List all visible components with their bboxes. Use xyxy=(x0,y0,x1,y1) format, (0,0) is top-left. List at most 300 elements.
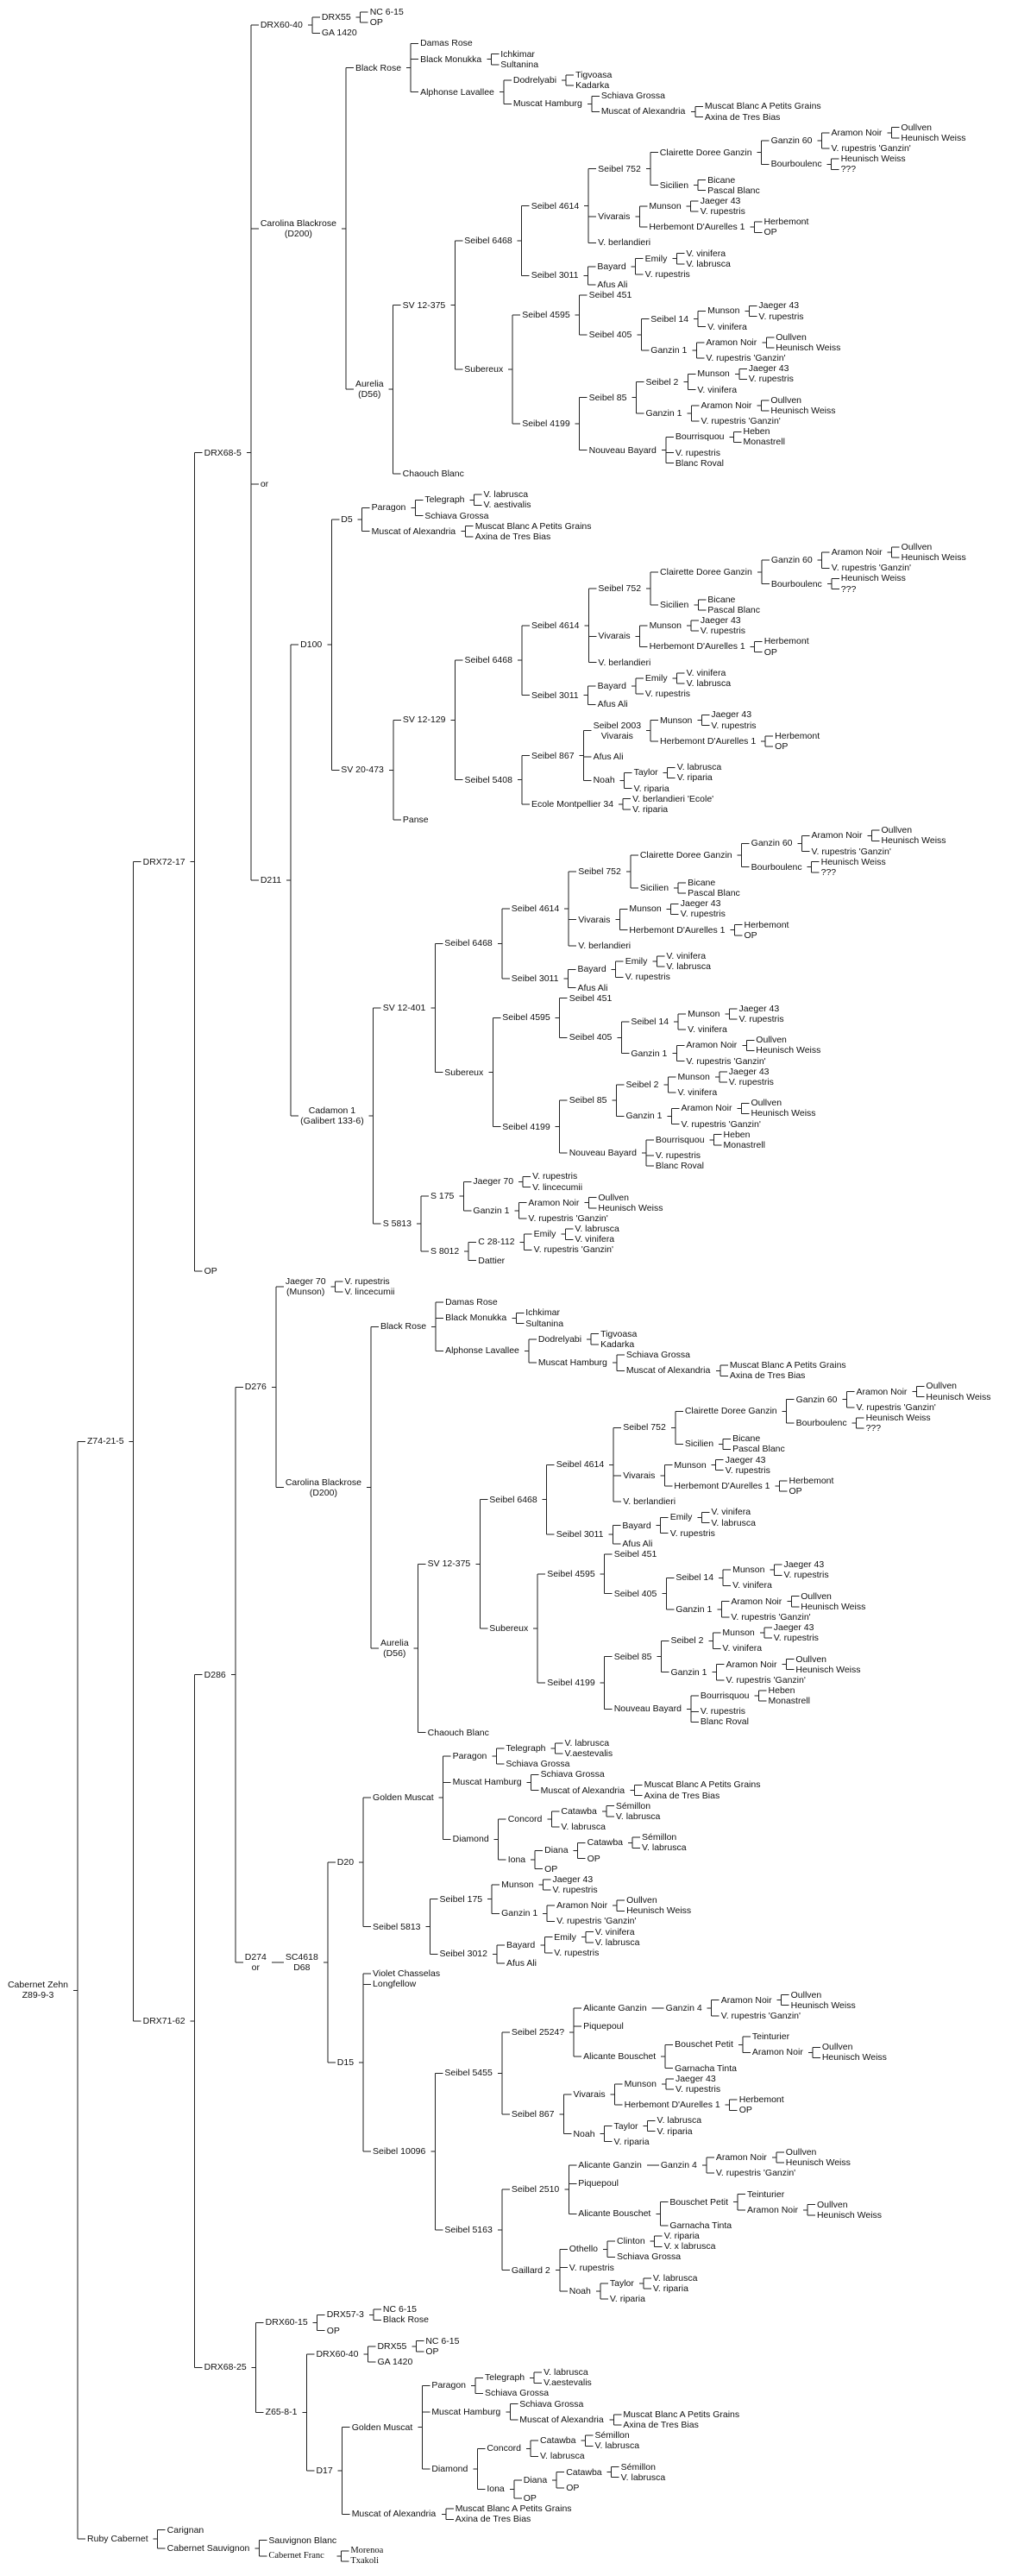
tree-node-label: Oullven xyxy=(776,331,807,343)
tree-node-label: Seibel 4614 xyxy=(531,620,580,631)
tree-node-label: Ganzin 1 xyxy=(473,1205,510,1216)
tree-node-label: V.aestevalis xyxy=(544,2378,592,2389)
tree-node-label: V. rupestris xyxy=(711,720,757,731)
tree-node-label: OP xyxy=(425,2346,439,2357)
tree-node-label: Paragon xyxy=(431,2380,467,2391)
tree-node-label: Chaouch Blanc xyxy=(427,1727,489,1738)
tree-node-label: ??? xyxy=(840,164,857,175)
tree-node-label: Othello xyxy=(569,2244,599,2255)
tree-node-label: Jaeger 43 xyxy=(728,1066,770,1077)
tree-node-label: Herbemont D'Aurelles 1 xyxy=(674,1480,770,1491)
tree-node-label: Oullven xyxy=(821,2042,853,2053)
tree-node-label: Sémillon xyxy=(615,1800,651,1811)
tree-node-label: Ganzin 60 xyxy=(770,135,813,146)
tree-node-label: Concord xyxy=(507,1813,543,1824)
tree-node-label: D276 xyxy=(244,1382,267,1393)
tree-node-label: Bourrisquou xyxy=(655,1134,705,1145)
tree-node-label: SV 12-375 xyxy=(402,299,446,311)
tree-node-label: Heunisch Weiss xyxy=(816,2209,883,2220)
tree-node-label: Ganzin 1 xyxy=(631,1048,668,1059)
tree-node-label: Jaeger 70 xyxy=(473,1176,514,1187)
tree-node-label: Afus Ali xyxy=(593,752,624,763)
tree-node-label: Alicante Bouschet xyxy=(583,2050,657,2062)
tree-node-label: V.aestevalis xyxy=(564,1748,613,1759)
tree-node-label: Chaouch Blanc xyxy=(402,468,464,479)
tree-node-label: Seibel 4614 xyxy=(511,903,560,914)
tree-node-label: Jaeger 43 xyxy=(675,2073,716,2084)
tree-node-label: Sultanina xyxy=(525,1318,564,1329)
tree-node-label: OP xyxy=(775,740,789,752)
tree-node-label: Sauvignon Blanc xyxy=(268,2535,337,2546)
tree-node-label: V. vinifera xyxy=(722,1643,763,1654)
tree-node-label: Seibel 3011 xyxy=(511,973,559,984)
tree-node-label: Seibel 2003 Vivarais xyxy=(593,720,642,741)
tree-node-label: Herbemont D'Aurelles 1 xyxy=(649,641,745,652)
tree-node-label: Afus Ali xyxy=(577,982,608,993)
tree-node-label: Schiava Grossa xyxy=(519,2398,584,2409)
tree-node-label: Subereux xyxy=(464,364,504,375)
tree-node-label: Bourboulenc xyxy=(770,159,822,170)
tree-node-label: Herbemont xyxy=(738,2094,784,2106)
tree-node-label: Axina de Tres Bias xyxy=(704,111,781,123)
tree-node-label: V. rupestris xyxy=(625,972,670,983)
tree-node-label: Schiava Grossa xyxy=(485,2388,550,2399)
tree-node-label: Damas Rose xyxy=(420,38,473,49)
tree-node-label: V. rupestris 'Ganzin' xyxy=(831,143,911,154)
tree-node-label: V. labrusca xyxy=(544,2367,588,2378)
tree-node-label: Nouveau Bayard xyxy=(613,1704,682,1715)
tree-node-label: Ganzin 1 xyxy=(670,1666,707,1678)
tree-node-label: Blanc Roval xyxy=(700,1716,749,1728)
tree-node-label: Pascal Blanc xyxy=(707,185,760,196)
tree-node-label: V. labrusca xyxy=(686,678,732,689)
tree-node-label: Herbemont xyxy=(789,1475,834,1486)
tree-node-label: V. labrusca xyxy=(676,762,722,773)
tree-node-label: V. labrusca xyxy=(483,489,529,501)
tree-node-label: Axina de Tres Bias xyxy=(623,2419,699,2430)
tree-node-label: V. vinifera xyxy=(732,1580,772,1591)
tree-node-label: SV 20-473 xyxy=(341,765,384,776)
tree-node-label: V. labrusca xyxy=(666,961,711,973)
tree-node-label: Heben xyxy=(743,426,770,438)
tree-node-label: V. rupestris xyxy=(552,1884,598,1895)
tree-node-label: DRX60-40 xyxy=(316,2348,359,2359)
tree-node-label: Schiava Grossa xyxy=(600,91,665,102)
tree-node-label: D15 xyxy=(336,2057,355,2069)
tree-node-label: Emily xyxy=(554,1931,576,1943)
tree-node-label: Aramon Noir xyxy=(831,127,883,138)
tree-node-label: S 175 xyxy=(430,1191,455,1202)
tree-node-label: DRX55 xyxy=(321,12,351,23)
tree-node-label: Heunisch Weiss xyxy=(751,1108,816,1119)
tree-node-label: V. vinifera xyxy=(575,1234,615,1245)
tree-node-label: Muscat Hamburg xyxy=(537,1357,607,1369)
tree-node-label: Seibel 451 xyxy=(588,290,632,301)
tree-node-label: V. rupestris 'Ganzin' xyxy=(556,1916,637,1927)
tree-node-label: Munson xyxy=(649,200,682,211)
tree-node-label: Seibel 2 xyxy=(645,376,679,387)
tree-node-label: D286 xyxy=(204,1669,226,1680)
tree-node-label: Muscat Blanc A Petits Grains xyxy=(704,101,821,112)
tree-node-label: Seibel 6468 xyxy=(464,235,512,246)
tree-node-label: Muscat Blanc A Petits Grains xyxy=(729,1360,846,1371)
tree-node-label: Piquepoul xyxy=(578,2178,619,2189)
tree-node-label: DRX68-25 xyxy=(204,2362,247,2373)
tree-node-label: Emily xyxy=(625,956,648,967)
tree-node-label: Muscat Blanc A Petits Grains xyxy=(623,2409,740,2420)
tree-node-label: Emily xyxy=(669,1512,693,1523)
tree-node-label: Muscat of Alexandria xyxy=(371,526,456,537)
tree-node-label: Heunisch Weiss xyxy=(926,1391,991,1402)
tree-node-label: Cabernet Zehn Z89-9-3 xyxy=(7,1980,69,2001)
tree-node-label: Alicante Ganzin xyxy=(583,2002,647,2013)
tree-node-label: DRX60-40 xyxy=(260,20,303,31)
tree-node-label: Telegraph xyxy=(506,1742,546,1754)
tree-node-label: Heunisch Weiss xyxy=(801,1601,866,1612)
tree-node-label: Oullven xyxy=(881,825,913,836)
tree-node-label: Subereux xyxy=(444,1067,484,1078)
tree-node-label: Vivarais xyxy=(598,211,631,223)
tree-node-label: ??? xyxy=(820,866,837,878)
tree-node-label: Sicilien xyxy=(639,883,669,894)
tree-node-label: Seibel 405 xyxy=(588,329,632,340)
tree-node-label: Bayard xyxy=(577,964,606,975)
tree-node-label: Heunisch Weiss xyxy=(881,835,946,847)
tree-node-label: Garnacha Tinta xyxy=(669,2220,732,2231)
tree-node-label: Cabernet Franc xyxy=(268,2550,324,2560)
tree-node-label: V. rupestris xyxy=(675,447,721,458)
tree-node-label: V. rupestris xyxy=(675,2083,721,2094)
tree-node-label: Bourboulenc xyxy=(751,861,802,872)
tree-node-label: Emily xyxy=(533,1229,556,1240)
tree-node-label: Heunisch Weiss xyxy=(901,132,966,143)
tree-node-label: Subereux xyxy=(489,1622,529,1634)
tree-node-label: or xyxy=(260,479,269,490)
tree-node-label: Heunisch Weiss xyxy=(901,552,966,564)
tree-node-label: Bourboulenc xyxy=(770,578,822,589)
tree-node-label: V. rupestris 'Ganzin' xyxy=(686,1055,766,1067)
tree-node-label: OP xyxy=(369,17,383,28)
tree-node-label: D17 xyxy=(316,2465,333,2476)
tree-node-label: Emily xyxy=(644,253,668,264)
tree-node-label: Gaillard 2 xyxy=(511,2264,550,2276)
tree-node-label: Afus Ali xyxy=(622,1538,653,1549)
tree-node-label: Schiava Grossa xyxy=(540,1769,605,1780)
tree-node-label: V. rupestris 'Ganzin' xyxy=(715,2168,796,2179)
tree-node-label: DRX68-5 xyxy=(204,447,242,458)
tree-node-label: Bayard xyxy=(597,681,626,692)
tree-node-label: Jaeger 43 xyxy=(711,709,752,721)
tree-node-label: Munson xyxy=(660,715,693,726)
tree-node-label: Seibel 752 xyxy=(598,583,642,594)
tree-node-label: NC 6-15 xyxy=(425,2335,460,2346)
tree-node-label: V. riparia xyxy=(633,783,669,794)
tree-node-label: Cabernet Sauvignon xyxy=(167,2542,250,2554)
tree-node-label: Seibel 3011 xyxy=(531,690,579,701)
tree-node-label: Heunisch Weiss xyxy=(795,1664,861,1675)
tree-node-label: Seibel 4614 xyxy=(556,1459,605,1471)
tree-node-label: Bourboulenc xyxy=(795,1418,847,1429)
tree-node-label: Seibel 6468 xyxy=(444,938,493,949)
tree-node-label: Seibel 5408 xyxy=(464,774,512,785)
tree-node-label: V. labrusca xyxy=(594,1937,640,1948)
tree-node-label: V. labrusca xyxy=(657,2115,702,2126)
tree-node-label: V. vinifera xyxy=(677,1087,718,1099)
tree-node-label: Blanc Roval xyxy=(675,457,724,469)
tree-node-label: Oullven xyxy=(901,122,933,133)
tree-node-label: Seibel 14 xyxy=(650,313,689,324)
tree-node-label: Teinturier xyxy=(751,2031,790,2043)
tree-node-label: Munson xyxy=(732,1565,765,1576)
tree-node-label: Ichkimar xyxy=(500,48,535,60)
tree-node-label: OP xyxy=(789,1486,802,1497)
tree-node-label: Catawba xyxy=(561,1805,597,1817)
tree-node-label: Vivarais xyxy=(573,2089,606,2100)
tree-node-label: Seibel 4595 xyxy=(502,1012,550,1023)
tree-node-label: Monastrell xyxy=(723,1139,765,1150)
tree-node-label: V. riparia xyxy=(676,772,713,784)
tree-node-label: V. berlandieri 'Ecole' xyxy=(632,793,714,804)
tree-node-label: Jaeger 43 xyxy=(680,898,721,910)
tree-node-label: Pascal Blanc xyxy=(688,888,740,899)
tree-node-label: Seibel 175 xyxy=(439,1893,483,1905)
tree-node-label: Axina de Tres Bias xyxy=(474,531,551,542)
tree-node-label: Seibel 451 xyxy=(613,1548,657,1559)
tree-node-label: Pascal Blanc xyxy=(732,1444,785,1455)
tree-node-label: ??? xyxy=(865,1423,882,1434)
tree-node-label: NC 6-15 xyxy=(382,2304,417,2315)
tree-node-label: Alphonse Lavallee xyxy=(420,86,494,98)
tree-node-label: Sicilien xyxy=(659,180,689,191)
tree-node-label: Jaeger 43 xyxy=(552,1874,594,1885)
tree-node-label: V. rupestris xyxy=(700,626,746,637)
tree-node-label: Muscat of Alexandria xyxy=(600,106,686,117)
tree-node-label: Seibel 405 xyxy=(613,1588,657,1599)
tree-node-label: Seibel 405 xyxy=(569,1032,613,1043)
tree-node-label: OP xyxy=(544,1863,558,1874)
tree-node-label: Clinton xyxy=(617,2236,645,2247)
tree-node-label: V. labrusca xyxy=(620,2472,666,2483)
tree-node-label: Seibel 752 xyxy=(598,163,641,174)
tree-node-label: Seibel 5163 xyxy=(444,2224,493,2235)
tree-node-label: Oullven xyxy=(795,1653,827,1665)
tree-node-label: Taylor xyxy=(633,767,658,778)
tree-node-label: Seibel 4614 xyxy=(531,200,580,211)
tree-node-label: OP xyxy=(738,2105,752,2116)
tree-node-label: V. rupestris 'Ganzin' xyxy=(856,1401,936,1413)
tree-node-label: Bourrisquou xyxy=(700,1691,750,1702)
tree-node-label: V. labrusca xyxy=(594,2441,640,2452)
tree-node-label: Seibel 5455 xyxy=(444,2068,493,2079)
tree-node-label: V. labrusca xyxy=(564,1737,610,1748)
tree-node-label: V. berlandieri xyxy=(598,237,651,249)
tree-node-label: Seibel 14 xyxy=(676,1572,714,1584)
tree-node-label: Aramon Noir xyxy=(686,1040,738,1051)
tree-node-label: D100 xyxy=(300,639,323,651)
tree-node-label: OP xyxy=(326,2325,340,2336)
tree-node-label: Herbemont D'Aurelles 1 xyxy=(624,2100,720,2111)
tree-node-label: Ruby Cabernet xyxy=(87,2534,148,2545)
tree-node-label: Carignan xyxy=(167,2524,204,2535)
tree-node-label: Heunisch Weiss xyxy=(820,856,886,867)
tree-node-label: S 8012 xyxy=(430,1245,460,1257)
tree-node-label: V. rupestris 'Ganzin' xyxy=(701,416,781,427)
tree-node-label: Sultanina xyxy=(500,59,539,70)
tree-node-label: Ganzin 4 xyxy=(660,2160,697,2171)
tree-node-label: Seibel 2 xyxy=(625,1079,659,1090)
tree-node-label: Munson xyxy=(722,1628,755,1639)
tree-node-label: Seibel 85 xyxy=(569,1095,607,1106)
tree-node-label: NC 6-15 xyxy=(369,7,404,17)
tree-node-label: Heunisch Weiss xyxy=(865,1412,931,1423)
tree-node-label: Clairette Doree Ganzin xyxy=(639,850,732,861)
tree-node-label: V. riparia xyxy=(657,2126,693,2137)
tree-node-label: Seibel 867 xyxy=(531,750,575,761)
tree-node-label: Aramon Noir xyxy=(681,1103,732,1114)
tree-node-label: Seibel 4595 xyxy=(522,310,570,320)
tree-node-label: Bourrisquou xyxy=(675,431,725,443)
tree-node-label: Damas Rose xyxy=(445,1297,498,1308)
tree-node-label: Ganzin 4 xyxy=(665,2002,702,2013)
tree-node-label: V. rupestris 'Ganzin' xyxy=(831,563,912,574)
tree-node-label: V. labrusca xyxy=(652,2272,698,2283)
tree-node-label: Aramon Noir xyxy=(856,1386,908,1397)
tree-node-label: Heunisch Weiss xyxy=(790,2000,856,2011)
tree-node-label: Vivarais xyxy=(578,914,611,925)
tree-node-label: Aramon Noir xyxy=(701,400,752,411)
tree-node-label: Jaeger 43 xyxy=(738,1003,780,1014)
tree-node-label: Oullven xyxy=(598,1192,629,1203)
tree-node-label: Schiava Grossa xyxy=(617,2252,682,2263)
tree-node-label: Paragon xyxy=(452,1750,487,1761)
tree-node-label: Monastrell xyxy=(743,437,785,448)
tree-node-label: Heunisch Weiss xyxy=(598,1202,663,1213)
tree-node-label: Oullven xyxy=(790,1989,822,2000)
tree-node-label: Muscat Blanc A Petits Grains xyxy=(644,1779,761,1791)
tree-node-label: Afus Ali xyxy=(506,1958,537,1969)
tree-node-label: Schiava Grossa xyxy=(506,1759,570,1770)
tree-node-label: Heunisch Weiss xyxy=(785,2157,851,2169)
tree-node-label: Axina de Tres Bias xyxy=(644,1790,720,1801)
tree-node-label: Seibel 867 xyxy=(511,2108,555,2119)
tree-node-label: Munson xyxy=(501,1879,534,1890)
tree-node-label: V. riparia xyxy=(609,2294,645,2305)
tree-node-label: Diana xyxy=(523,2474,548,2485)
tree-node-label: V. lincecumii xyxy=(532,1181,583,1193)
tree-node-label: OP xyxy=(587,1853,600,1864)
tree-node-label: Seibel 4199 xyxy=(522,419,570,430)
tree-node-label: Emily xyxy=(644,672,668,683)
tree-node-label: Z65-8-1 xyxy=(265,2407,298,2418)
tree-node-label: Aramon Noir xyxy=(747,2204,798,2215)
tree-node-label: V. rupestris 'Ganzin' xyxy=(706,353,786,364)
tree-node-label: DRX55 xyxy=(377,2340,407,2352)
tree-node-label: Oullven xyxy=(626,1895,657,1906)
tree-node-label: Seibel 4595 xyxy=(547,1568,595,1579)
tree-node-label: Heunisch Weiss xyxy=(821,2052,887,2063)
tree-node-label: Muscat of Alexandria xyxy=(351,2509,437,2520)
tree-node-label: Oullven xyxy=(751,1098,782,1109)
tree-node-label: Muscat Hamburg xyxy=(452,1777,522,1788)
tree-node-label: Seibel 6468 xyxy=(489,1494,537,1505)
tree-node-label: Munson xyxy=(649,620,682,632)
tree-node-label: Ichkimar xyxy=(525,1307,560,1319)
tree-node-label: Seibel 3011 xyxy=(556,1529,604,1540)
tree-node-label: V. rupestris xyxy=(344,1275,390,1287)
tree-node-label: Seibel 752 xyxy=(623,1422,666,1433)
tree-node-label: Bayard xyxy=(622,1520,651,1531)
tree-node-label: V. labrusca xyxy=(615,1811,661,1822)
tree-node-label: Vivarais xyxy=(623,1470,656,1481)
tree-node-label: Diana xyxy=(544,1845,569,1856)
tree-node-label: V. aestivalis xyxy=(483,500,531,511)
tree-node-label: Heunisch Weiss xyxy=(626,1905,692,1917)
tree-node-label: Ganzin 60 xyxy=(770,555,813,566)
tree-node-label: Diamond xyxy=(452,1834,489,1845)
tree-node-label: Oullven xyxy=(926,1381,958,1392)
tree-node-label: Black Rose xyxy=(382,2315,429,2326)
tree-node-label: SC4618 D68 xyxy=(285,1952,318,1974)
tree-node-label: Jaeger 43 xyxy=(758,300,800,312)
tree-node-label: Ecole Montpellier 34 xyxy=(531,798,614,809)
tree-node-label: Oullven xyxy=(785,2146,817,2157)
tree-node-label: Seibel 2524? xyxy=(511,2026,565,2037)
tree-node-label: V. rupestris xyxy=(532,1171,578,1182)
tree-node-label: Alphonse Lavallee xyxy=(445,1345,519,1357)
tree-node-label: V. rupestris xyxy=(748,374,794,385)
tree-node-label: Aramon Noir xyxy=(715,2151,767,2163)
tree-node-label: Seibel 752 xyxy=(578,866,621,878)
tree-node-label: Clairette Doree Ganzin xyxy=(684,1406,777,1417)
tree-node-label: V. rupestris 'Ganzin' xyxy=(533,1244,613,1256)
tree-node-label: Aramon Noir xyxy=(751,2047,803,2058)
tree-node-label: Kadarka xyxy=(575,80,610,91)
tree-node-label: Heunisch Weiss xyxy=(840,154,906,165)
tree-node-label: Muscat Hamburg xyxy=(512,98,582,110)
tree-node-label: Noah xyxy=(593,775,615,786)
tree-node-label: Oullven xyxy=(901,541,933,552)
tree-node-label: Muscat of Alexandria xyxy=(519,2414,604,2425)
tree-node-label: V. rupestris xyxy=(655,1150,701,1162)
tree-node-label: Jaeger 43 xyxy=(700,615,741,627)
tree-node-label: V. vinifera xyxy=(697,384,738,395)
tree-node-label: V. vinifera xyxy=(666,951,707,962)
tree-node-label: Muscat of Alexandria xyxy=(625,1365,711,1376)
tree-node-label: V. rupestris xyxy=(725,1464,770,1476)
tree-node-label: Tigvoasa xyxy=(575,69,613,80)
tree-node-label: Panse xyxy=(402,815,429,826)
tree-node-label: DRX71-62 xyxy=(142,2016,185,2027)
tree-node-label: V. labrusca xyxy=(686,258,731,269)
tree-node-label: Heunisch Weiss xyxy=(776,343,841,353)
tree-node-label: GA 1420 xyxy=(321,28,357,39)
tree-node-label: V. vinifera xyxy=(711,1507,751,1518)
tree-node-label: Seibel 85 xyxy=(588,392,627,403)
tree-node-label: C 28-112 xyxy=(478,1237,515,1248)
tree-node-label: Piquepoul xyxy=(583,2021,624,2032)
tree-node-label: Golden Muscat xyxy=(351,2422,413,2433)
tree-node-label: Bayard xyxy=(506,1939,536,1950)
tree-node-label: Ganzin 1 xyxy=(676,1603,713,1615)
tree-node-label: V. rupestris xyxy=(569,2262,614,2273)
tree-node-label: Catawba xyxy=(587,1837,624,1849)
tree-node-label: Muscat of Alexandria xyxy=(540,1785,625,1796)
tree-node-label: Schiava Grossa xyxy=(424,510,489,521)
tree-node-label: SV 12-129 xyxy=(402,715,446,726)
tree-node-label: D274 or xyxy=(244,1952,267,1974)
tree-node-label: V. labrusca xyxy=(642,1842,687,1854)
tree-node-label: SV 12-375 xyxy=(427,1559,471,1570)
